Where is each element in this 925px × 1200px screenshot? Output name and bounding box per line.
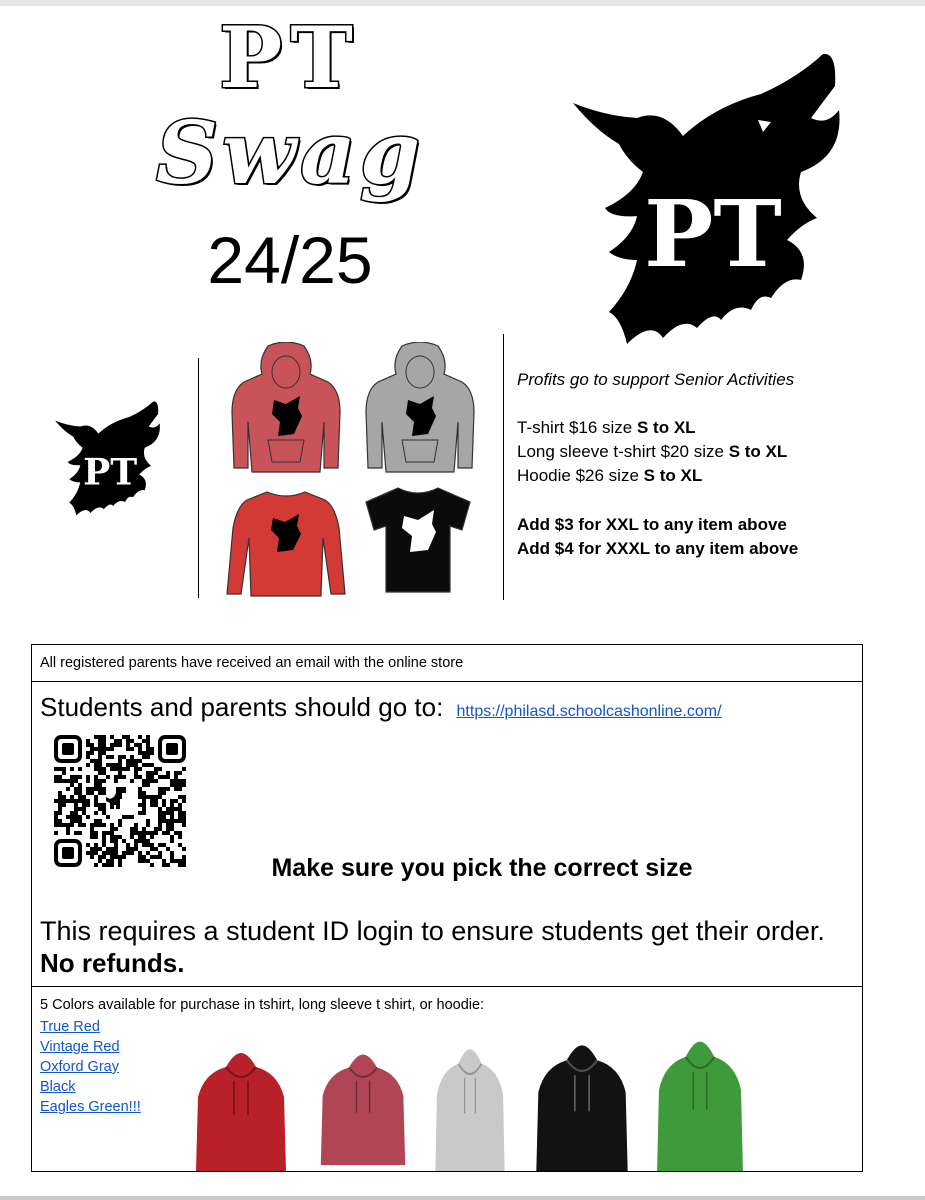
login-note: This requires a student ID login to ensure students get their order. (40, 916, 825, 946)
price-tshirt-sizes: S to XL (637, 418, 696, 437)
swatch-hoodie-black (516, 1039, 648, 1171)
price-hoodie-label: Hoodie $26 size (517, 466, 639, 485)
email-note: All registered parents have received an email with the online store (40, 655, 464, 671)
price-hoodie (517, 464, 702, 488)
color-link-oxford-gray[interactable]: Oxford Gray (40, 1059, 119, 1075)
divider-right (503, 334, 504, 600)
page-top-edge (0, 0, 925, 6)
swatch-hoodie-eagles-green (638, 1035, 762, 1171)
product-hoodie-gray (362, 342, 478, 477)
colors-heading: 5 Colors available for purchase in tshirt, long sleeve t shirt, or hoodie: (40, 997, 485, 1013)
swatch-hoodie-oxford-gray (420, 1043, 520, 1171)
page-bottom-edge (0, 1196, 925, 1200)
price-longsleeve-sizes: S to XL (728, 442, 788, 461)
store-info-box (31, 644, 863, 1172)
email-row (32, 645, 862, 682)
wolf-logo-large-letters: PT (644, 180, 782, 288)
wolf-logo-large (565, 48, 850, 348)
profits-note: Profits go to support Senior Activities (517, 370, 795, 389)
goto-text: Students and parents should go to: (40, 692, 444, 722)
price-tshirt (517, 416, 696, 440)
title-line-1: PT (219, 8, 361, 107)
color-link-vintage-red[interactable]: Vintage Red (40, 1039, 120, 1055)
swatch-hoodie-vintage-red (302, 1043, 424, 1171)
store-link-row (32, 682, 862, 987)
addon-xxl: Add $3 for XXL to any item above (517, 515, 787, 534)
divider-left (198, 358, 199, 598)
season-year: 24/25 (207, 223, 373, 297)
color-link-black[interactable]: Black (40, 1079, 76, 1095)
color-link-eagles-green[interactable]: Eagles Green!!! (40, 1099, 141, 1115)
qr-code[interactable] (54, 735, 186, 867)
colors-row (32, 987, 862, 1171)
wolf-logo-small (52, 398, 164, 518)
price-longsleeve-label: Long sleeve t-shirt $20 size (517, 442, 724, 461)
product-longsleeve-red (225, 488, 347, 600)
addon-xxxl: Add $4 for XXXL to any item above (517, 539, 799, 558)
price-longsleeve (517, 440, 787, 464)
wolf-logo-small-letters: PT (83, 450, 138, 494)
size-note: Make sure you pick the correct size (271, 854, 693, 882)
price-hoodie-sizes: S to XL (643, 466, 703, 485)
swatch-hoodie-true-red (176, 1047, 306, 1171)
color-link-true-red[interactable]: True Red (40, 1019, 100, 1035)
product-tshirt-black (358, 484, 478, 596)
title-line-2: Swag (156, 103, 424, 204)
refund-note: No refunds. (40, 948, 185, 978)
product-hoodie-red (228, 342, 344, 477)
goto-line (40, 692, 722, 723)
store-url-link[interactable]: https://philasd.schoolcashonline.com/ (456, 703, 722, 720)
price-tshirt-label: T-shirt $16 size (517, 418, 633, 437)
